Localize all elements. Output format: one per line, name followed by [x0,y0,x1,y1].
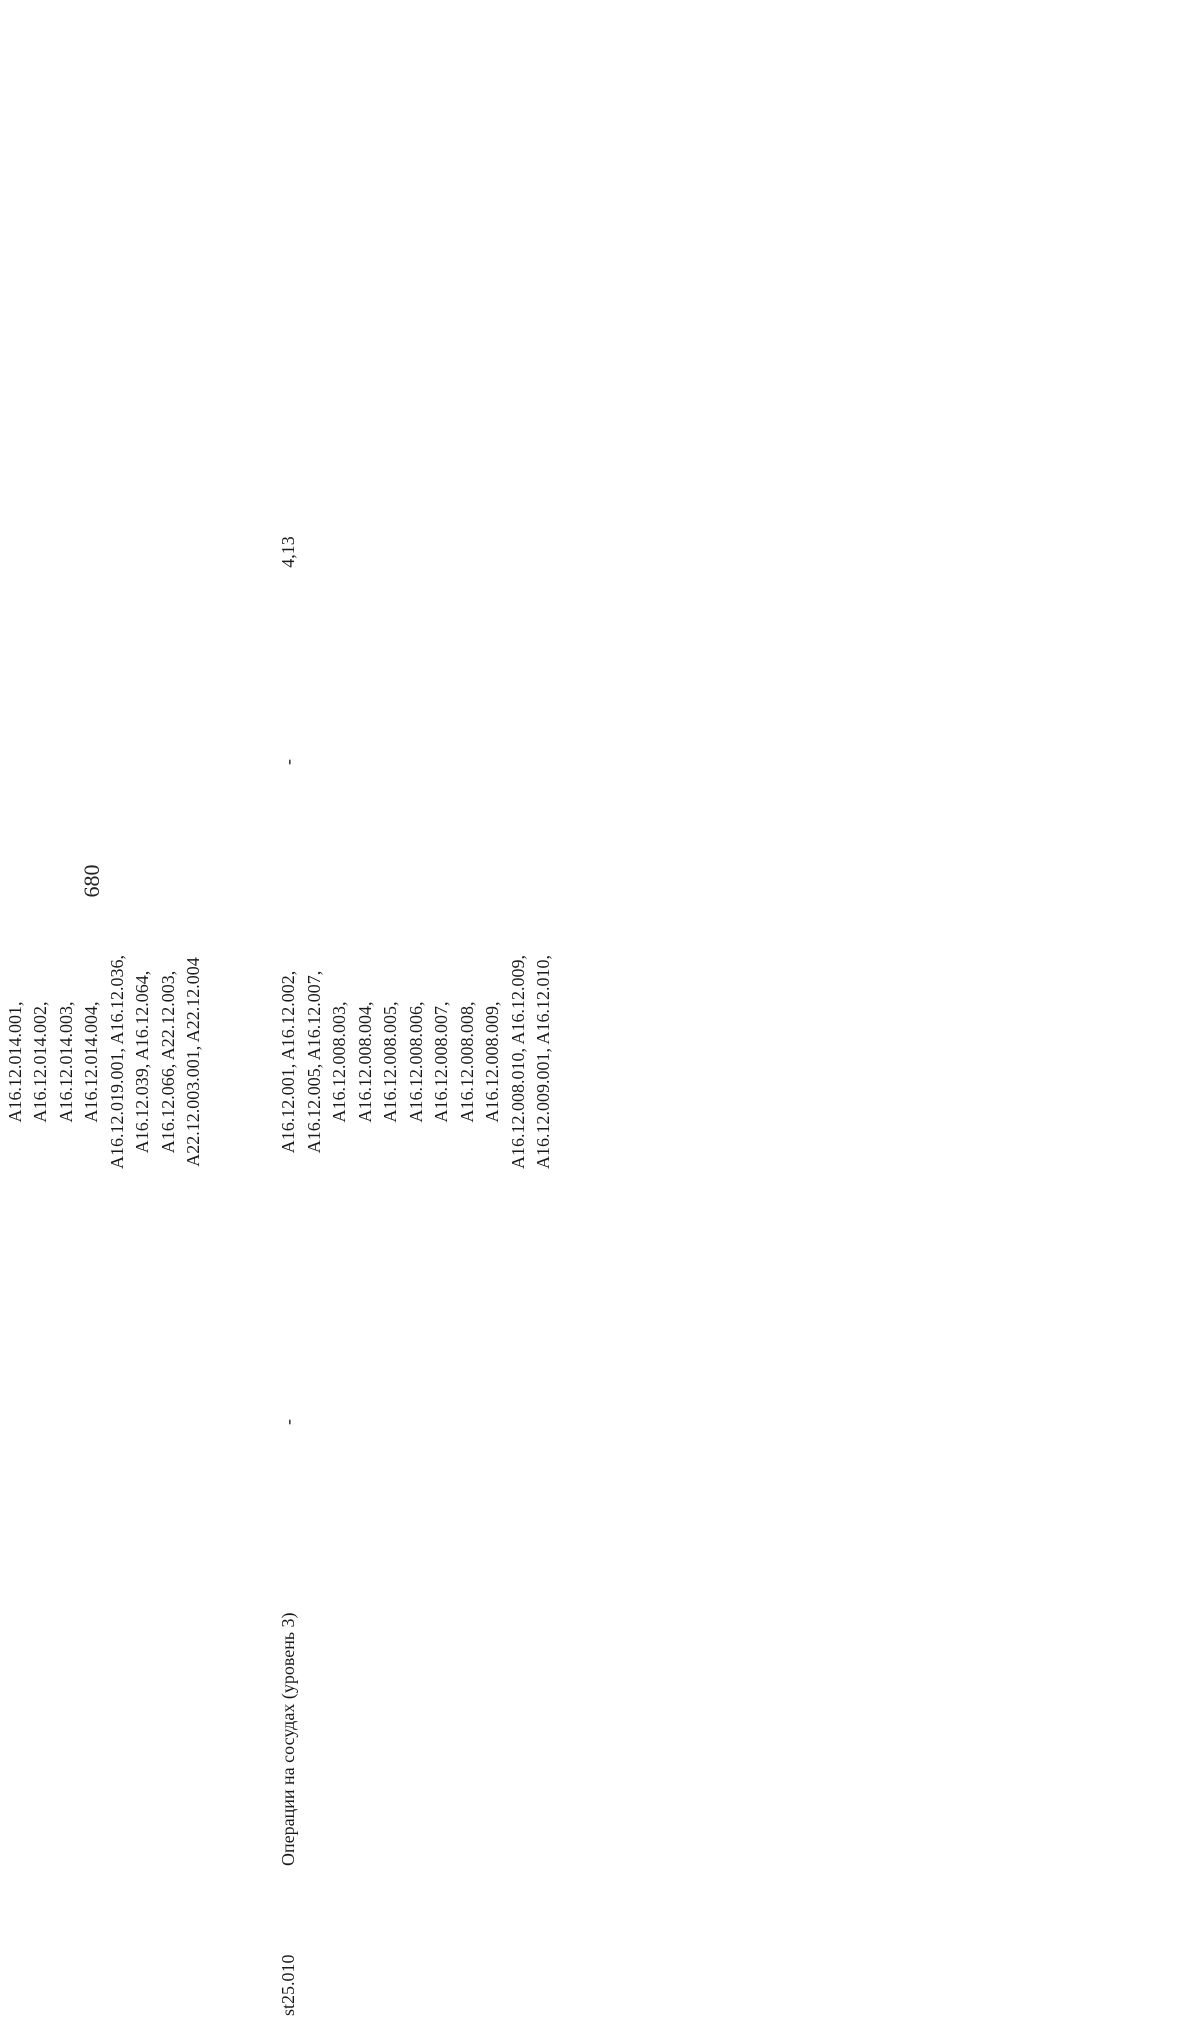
cell-coefficient: 4,13 [278,536,298,568]
service-line: A16.12.008.006, [405,1001,426,1123]
service-line: A16.12.008.008, [456,1001,477,1123]
cell-icd: - [278,1419,298,1425]
table-row [262,462,642,2022]
service-line: A16.12.008.010, A16.12.009, [507,955,528,1170]
service-line: A16.12.014.003, [55,1001,76,1123]
service-line: A16.12.008.005, [380,1001,401,1123]
service-line: A16.12.014.001, [4,1001,25,1123]
cell-name [0,1602,262,1872]
cell-icd [0,1242,262,1602]
cell-coefficient [0,462,262,642]
service-line: A16.12.008.004, [354,1001,375,1123]
cell-services [0,882,262,1242]
service-line: A16.12.014.002, [30,1001,51,1123]
cell-services [262,882,642,1242]
ksg-table-rotated [0,462,638,2022]
table-row [0,462,262,2022]
service-line: A16.12.009.001, A16.12.010, [533,955,554,1170]
page-number: 680 [79,864,104,898]
cell-name: Операции на сосудах (уровень 3) [278,1612,298,1866]
service-line: A22.12.003.001, A22.12.004 [183,957,204,1167]
service-line: A16.12.008.009, [482,1001,503,1123]
service-line: A16.12.066, A22.12.003, [157,970,178,1154]
service-line: A16.12.039, A16.12.064, [132,970,153,1154]
cell-code: st25.010 [278,1954,298,2016]
service-line: A16.12.008.003, [329,1001,350,1123]
cell-criteria [0,642,262,882]
service-line: A16.12.001, A16.12.002, [278,970,298,1154]
service-line: A16.12.008.007, [431,1001,452,1123]
service-line: A16.12.005, A16.12.007, [303,970,324,1154]
cell-criteria: - [278,759,298,765]
service-line: A16.12.014.004, [81,1001,102,1123]
cell-code [0,1872,262,2022]
service-line: A16.12.019.001, A16.12.036, [106,955,127,1170]
ksg-table [0,462,642,2022]
